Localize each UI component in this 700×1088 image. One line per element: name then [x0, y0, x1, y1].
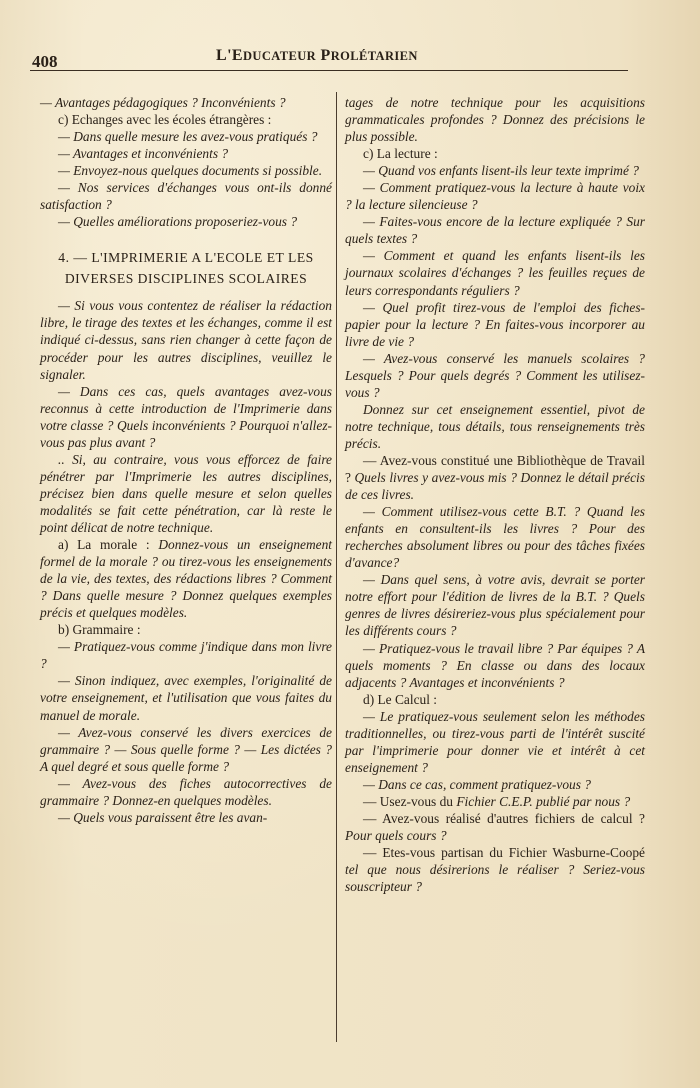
paragraph-text: — Avantages et inconvénients ?	[58, 146, 229, 162]
paragraph	[345, 640, 645, 691]
subsection-label: c) Echanges avec les écoles étrangères :	[58, 112, 272, 128]
paragraph	[40, 94, 332, 111]
paragraph-lead: — Usez-vous du	[363, 793, 457, 809]
paragraph-text: .. Si, au contraire, vous vous efforcez de faire pénétrer par l'Imprimerie les autres disciplines, précisez bien dans quelle mesure et selon quelles modalités se fait cette pénétration, car là reste le point délicat de notre technique.	[40, 451, 332, 535]
paragraph-text: Pour quels cours ?	[345, 828, 447, 844]
paragraph-text: — Dans quel sens, à votre avis, devrait se porter notre effort pour l'édition de livres de la B.T. ? Quels genres de livres désireriez-vous plus spécialement pour les différents cours ?	[345, 572, 645, 639]
paragraph	[345, 776, 645, 793]
paragraph-text: Quels livres y avez-vous mis ? Donnez le détail précis de ces livres.	[345, 470, 645, 503]
paragraph	[345, 94, 645, 145]
journal-title-part: L'E	[216, 47, 243, 64]
paragraph	[40, 297, 332, 382]
paragraph-text: — Envoyez-nous quelques documents si possible.	[58, 163, 323, 179]
right-column	[345, 94, 645, 895]
journal-title-part: DUCATEUR	[243, 49, 317, 63]
subsection-label: d) Le Calcul :	[363, 691, 437, 707]
paragraph	[40, 451, 332, 536]
paragraph-text: — Pratiquez-vous le travail libre ? Par équipes ? A quels moments ? En classe ou dans des locaux adjacents ? Avantages et inconvénients ?	[345, 640, 645, 690]
paragraph-text: tages de notre technique pour les acquisitions grammaticales profondes ? Donnez des précisions le plus possible.	[345, 95, 645, 145]
paragraph-lead: — Avez-vous constitué une Bibliothèque de Travail ?	[345, 452, 645, 486]
journal-title-part: P	[316, 47, 331, 64]
paragraph	[345, 452, 645, 503]
subsection-label: b) Grammaire :	[58, 622, 141, 638]
paragraph	[345, 247, 645, 298]
paragraph-text: tel que nous désirerions le réaliser ? Seriez-vous souscripteur ?	[345, 862, 645, 895]
paragraph-lead: — Avez-vous réalisé d'autres fichiers de calcul ?	[363, 810, 645, 826]
paragraph-text: — Comment et quand les enfants lisent-ils les journaux scolaires d'échanges ? les feuilles reçues de leurs correspondants réguliers ?	[345, 248, 645, 298]
paragraph-text: Donnez-vous un enseignement formel de la morale ? ou tirez-vous les enseignements de la vie, des textes, des rédactions libres ? Comment ? Dans quelle mesure ? Donnez quelques exemples précis et quelques modèles.	[40, 537, 332, 621]
page-header	[30, 44, 628, 71]
paragraph	[40, 672, 332, 723]
paragraph	[345, 162, 645, 179]
paragraph	[345, 503, 645, 571]
paragraph	[345, 708, 645, 776]
paragraph-text: — Quelles améliorations proposeriez-vous ?	[58, 214, 298, 230]
paragraph-text: — Si vous vous contentez de réaliser la rédaction libre, le tirage des textes et les échanges, comme il est indiqué ci-dessus, sans rien changer à cette façon de procéder pour les autres disciplines, veuillez le signaler.	[40, 298, 332, 382]
paragraph	[345, 571, 645, 639]
paragraph-text: — Quel profit tirez-vous de l'emploi des fiches-papier pour la lecture ? En faites-vous incorporer au livre de vie ?	[345, 299, 645, 349]
paragraph-text: — Dans ces cas, quels avantages avez-vous reconnus à cette introduction de l'Imprimerie dans votre classe ? Quels inconvénients ? Pourquoi n'allez-vous pas plus avant ?	[40, 383, 332, 450]
paragraph-text: — Faites-vous encore de la lecture expliquée ? Sur quels textes ?	[345, 214, 645, 247]
paragraph-text: — Comment utilisez-vous cette B.T. ? Quand les enfants en consultent-ils les livres ? Pour des recherches absolument libres ou pour des tâches fixées d'avance?	[345, 504, 645, 571]
subsection-label: c) La lecture :	[363, 146, 438, 162]
column-divider	[336, 92, 337, 1042]
paragraph-text: — Pratiquez-vous comme j'indique dans mon livre ?	[40, 639, 332, 672]
paragraph	[40, 213, 332, 230]
left-column	[40, 94, 332, 826]
paragraph-text: — Avez-vous des fiches autocorrectives de grammaire ? Donnez-en quelques modèles.	[40, 775, 332, 808]
paragraph-text: — Nos services d'échanges vous ont-ils donné satisfaction ?	[40, 180, 332, 213]
paragraph	[345, 793, 645, 810]
paragraph-text: — Quels vous paraissent être les avan-	[58, 809, 268, 825]
paragraph	[40, 536, 332, 621]
paragraph	[345, 810, 645, 844]
paragraph-text: — Avez-vous conservé les manuels scolaires ? Lesquels ? Pour quels degrés ? Comment les utilisez-vous ?	[345, 350, 645, 400]
paragraph	[40, 162, 332, 179]
paragraph-text: — Dans quelle mesure les avez-vous pratiqués ?	[58, 129, 318, 145]
paragraph-text: — Le pratiquez-vous seulement selon les méthodes traditionnelles, ou tirez-vous parti de l'intérêt suscité par l'imprimerie pour donner vie et intérêt à cet enseignement ?	[345, 708, 645, 775]
paragraph	[345, 179, 645, 213]
paragraph	[40, 383, 332, 451]
paragraph-lead: — Etes-vous partisan du Fichier Wasburne-Coopé	[363, 845, 645, 861]
paragraph-text: — Sinon indiquez, avec exemples, l'originalité de votre enseignement, et l'utilisation que vous faites du manuel de morale.	[40, 673, 332, 723]
paragraph-text: — Avantages pédagogiques ? Inconvénients ?	[40, 95, 286, 110]
paragraph-lead: a) La morale :	[58, 537, 159, 553]
paragraph-text: — Comment pratiquez-vous la lecture à haute voix ? la lecture silencieuse ?	[345, 180, 645, 213]
paragraph	[345, 844, 645, 895]
paragraph	[40, 638, 332, 672]
paragraph	[345, 350, 645, 401]
paragraph	[40, 775, 332, 809]
paragraph-text: — Quand vos enfants lisent-ils leur texte imprimé ?	[363, 163, 639, 179]
paragraph-text: Fichier C.E.P. publié par nous ?	[456, 793, 631, 809]
paragraph	[345, 401, 645, 452]
paragraph	[40, 809, 332, 826]
paragraph	[40, 145, 332, 162]
paragraph	[345, 299, 645, 350]
paragraph	[40, 128, 332, 145]
journal-title-part: ROLÉTARIEN	[330, 49, 418, 63]
paragraph	[40, 724, 332, 775]
paragraph	[40, 179, 332, 213]
paragraph	[345, 213, 645, 247]
paragraph-text: Donnez sur cet enseignement essentiel, pivot de notre technique, tous détails, tous renseignements très précis.	[345, 401, 645, 451]
page-number: 408	[32, 52, 58, 71]
paragraph-text: — Dans ce cas, comment pratiquez-vous ?	[363, 776, 591, 792]
section-heading: 4. — L'IMPRIMERIE A L'ECOLE ET LES DIVERSES DISCIPLINES SCOLAIRES	[58, 250, 314, 287]
journal-title	[216, 47, 418, 65]
paragraph-text: — Avez-vous conservé les divers exercices de grammaire ? — Sous quelle forme ? — Les dictées ? A quel degré et sous quelle forme ?	[40, 724, 332, 774]
